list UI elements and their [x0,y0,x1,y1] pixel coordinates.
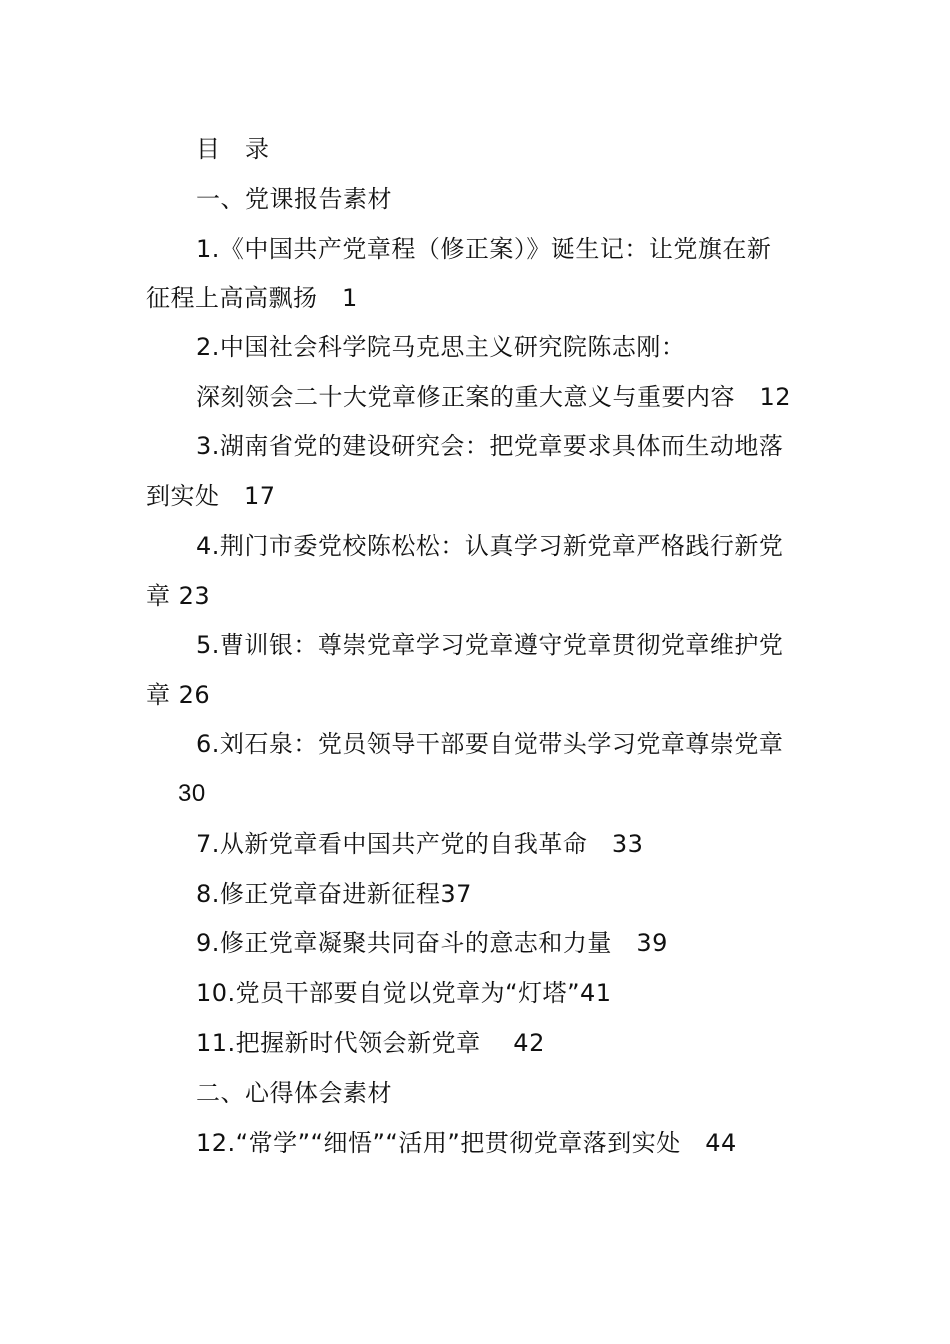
toc-entry-12: 12.“常学”“细悟”“活用”把贯彻党章落到实处 44 [196,1129,737,1157]
toc-entry-3-line-2: 到实处 17 [146,482,276,510]
toc-section-2: 二、心得体会素材 [196,1079,392,1107]
toc-entry-5-line-1: 5.曹训银：尊崇党章学习党章遵守党章贯彻党章维护党 [196,631,784,659]
toc-entry-10: 10.党员干部要自觉以党章为“灯塔”41 [196,979,612,1007]
toc-section-1: 一、党课报告素材 [196,185,392,213]
toc-entry-2-line-2: 深刻领会二十大党章修正案的重大意义与重要内容 12 [196,383,792,411]
toc-entry-2-line-1: 2.中国社会科学院马克思主义研究院陈志刚： [196,333,686,361]
toc-entry-6-line-2: 30 [178,780,206,807]
toc-entry-7: 7.从新党章看中国共产党的自我革命 33 [196,830,644,858]
toc-entry-1-line-2: 征程上高高飘扬 1 [146,284,358,312]
toc-entry-4-line-1: 4.荆门市委党校陈松松：认真学习新党章严格践行新党 [196,532,784,560]
toc-entry-4-line-2: 章 23 [146,582,211,610]
toc-entry-8: 8.修正党章奋进新征程37 [196,880,472,908]
toc-entry-5-line-2: 章 26 [146,681,211,709]
toc-heading: 目 录 [196,135,270,163]
toc-entry-6-line-1: 6.刘石泉：党员领导干部要自觉带头学习党章尊崇党章 [196,730,784,758]
toc-entry-9: 9.修正党章凝聚共同奋斗的意志和力量 39 [196,929,668,957]
toc-entry-3-line-1: 3.湖南省党的建设研究会：把党章要求具体而生动地落 [196,432,784,460]
toc-entry-1-line-1: 1.《中国共产党章程（修正案）》诞生记：让党旗在新 [196,235,772,263]
toc-entry-11: 11.把握新时代领会新党章 42 [196,1029,545,1057]
